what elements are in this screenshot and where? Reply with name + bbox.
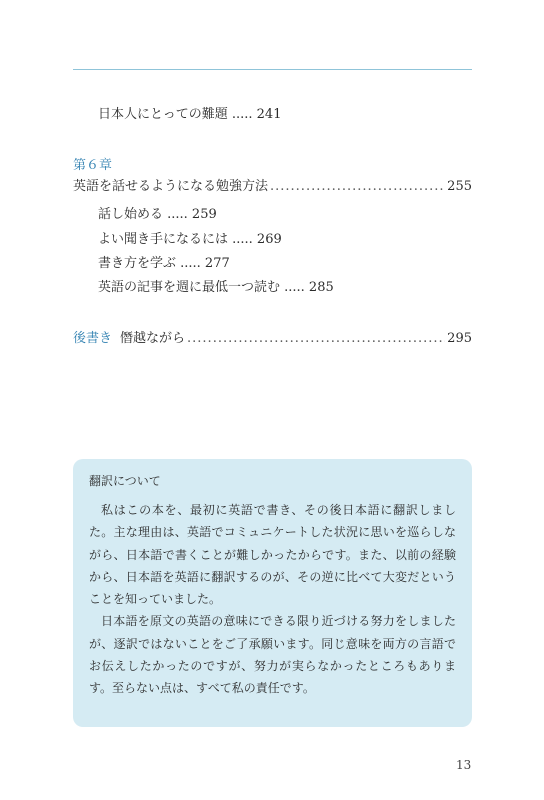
afterword-page: 295 [447,331,472,346]
toc-entry-read-articles[interactable]: 英語の記事を週に最低一つ読む ..... 285 [98,280,334,295]
translation-note-paragraph-1: 私はこの本を、最初に英語で書き、その後日本語に翻訳しました。主な理由は、英語でコミュニケートした状況に思いを巡らしながら、日本語で書くことが難しかったからです。また、以前の経験から、日本語を英語に翻訳するのが、その逆に比べて大変だということを知っていました。 [89,503,456,607]
chapter-6-label: 第６章 [73,158,113,173]
leader-dots [270,178,445,196]
page-number: 13 [456,758,472,772]
toc-entry-chapter-6[interactable] [73,178,472,196]
toc-entry-afterword[interactable] [73,330,472,348]
chapter-6-page: 255 [447,179,472,194]
translation-note-paragraph-2: 日本語を原文の英語の意味にできる限り近づける努力をしましたが、逐訳ではないことをご了承願います。同じ意味を両方の言語でお伝えしたかったのですが、努力が実らなかったところもあります。至らない点は、すべて私の責任です。 [89,614,456,696]
afterword-label: 後書き [73,331,113,346]
translation-note-box [73,459,472,727]
top-divider-rule [73,69,472,70]
toc-entry-good-listener[interactable]: よい聞き手になるには ..... 269 [98,232,282,247]
toc-entry-learn-writing[interactable]: 書き方を学ぶ ..... 277 [98,256,230,271]
toc-entry-start-speaking[interactable]: 話し始める ..... 259 [98,207,217,222]
chapter-6-title: 英語を話せるようになる勉強方法 [73,179,269,194]
leader-dots [187,330,445,348]
toc-entry-japanese-issues[interactable]: 日本人にとっての難題 ..... 241 [98,107,282,122]
translation-note-title: 翻訳について [89,474,161,488]
afterword-title: 僭越ながら [120,331,186,346]
